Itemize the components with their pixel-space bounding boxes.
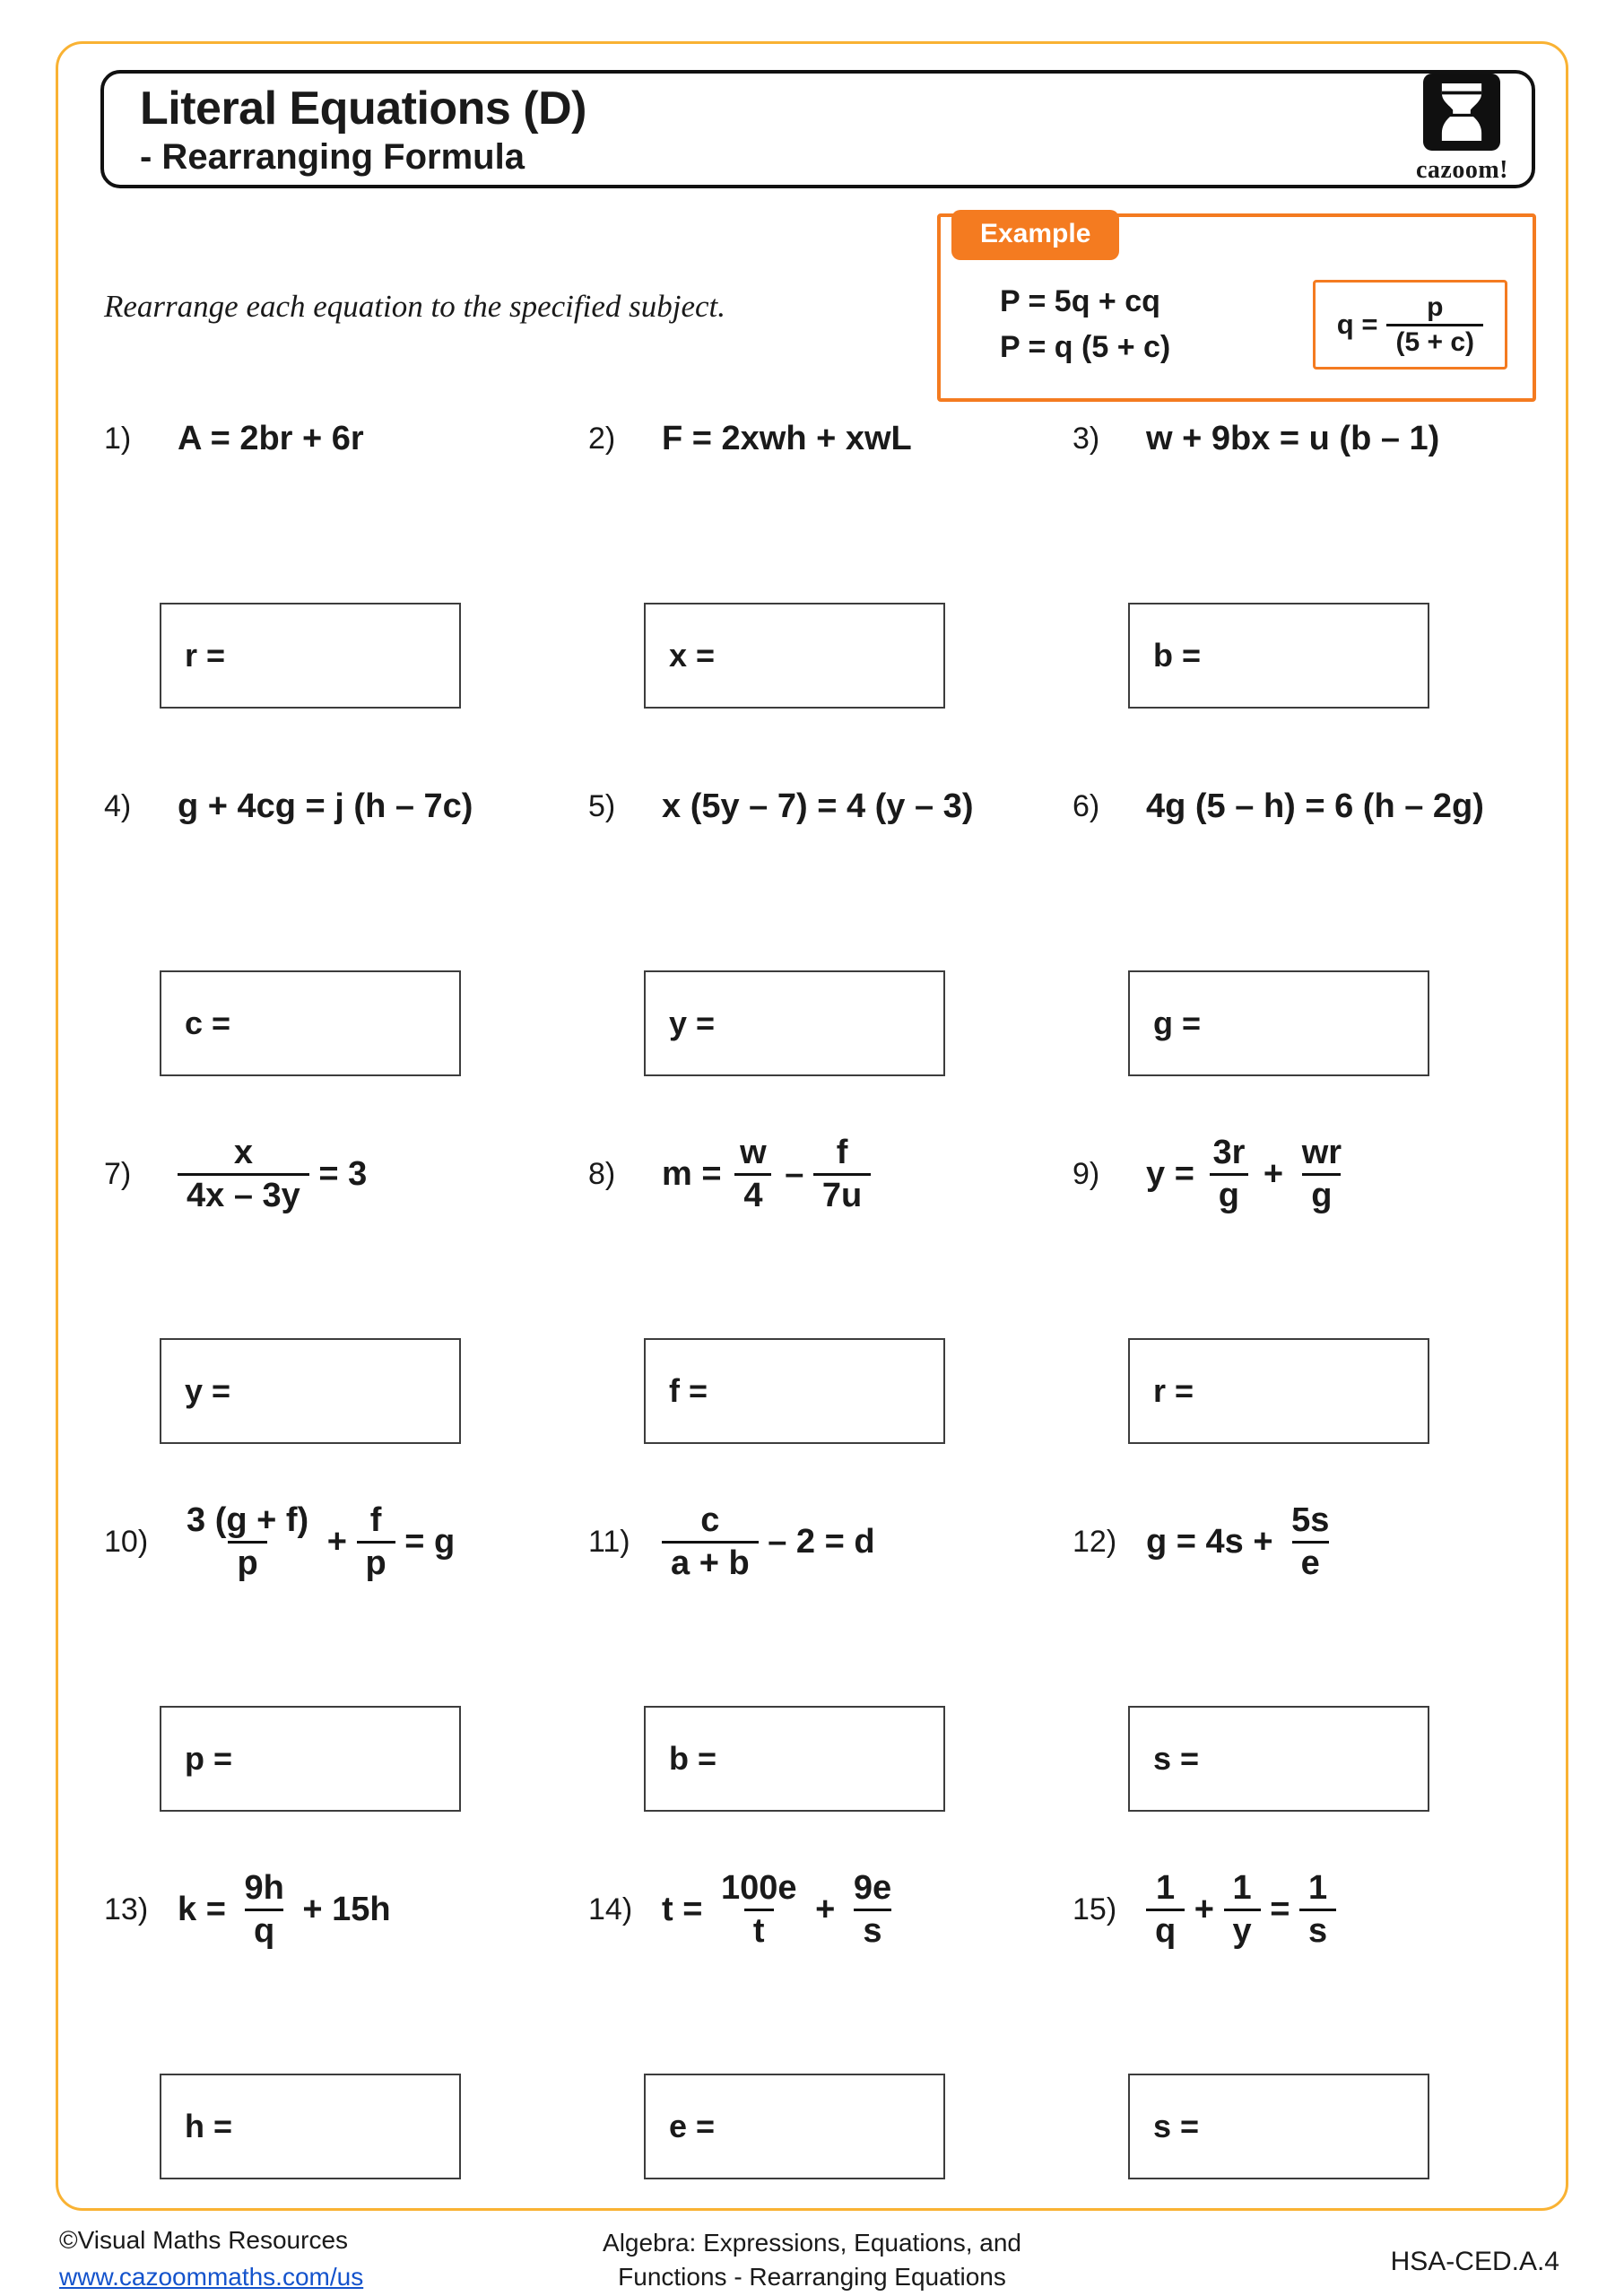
equation-text: = 3: [308, 1154, 368, 1193]
answer-label: b =: [1153, 637, 1202, 674]
equation-text: A = 2br + 6r: [178, 419, 364, 457]
problem-number: 10): [104, 1524, 149, 1559]
problem-number: 6): [1073, 788, 1100, 823]
fraction: [1146, 1868, 1185, 1952]
answer-label: y =: [185, 1372, 231, 1409]
website-link[interactable]: www.cazoommaths.com/us: [59, 2262, 364, 2291]
answer-row: [104, 1706, 1539, 1812]
fraction-numerator: w: [740, 1133, 767, 1171]
copyright-text: ©Visual Maths Resources: [59, 2226, 349, 2254]
equation: [662, 1500, 875, 1584]
equation: [662, 1133, 871, 1216]
answer-cell: [588, 2074, 1073, 2179]
fraction-numerator: 3 (g + f): [187, 1500, 309, 1539]
problem-row: [104, 1488, 1539, 1596]
equation-text: m =: [662, 1154, 732, 1193]
equation: [1146, 787, 1484, 826]
footer-topic: [603, 2226, 1021, 2294]
fraction-denominator: g: [1210, 1173, 1248, 1216]
answer-box-12[interactable]: [1128, 1706, 1429, 1812]
topic-line-2: Functions - Rearranging Equations: [618, 2262, 1006, 2291]
fraction: [813, 1133, 871, 1216]
answer-cell: [104, 603, 588, 709]
equation: [1146, 1868, 1336, 1952]
answer-cell: [1073, 1706, 1539, 1812]
fraction-numerator: 9e: [853, 1868, 892, 1907]
equation: [1146, 420, 1439, 458]
answer-cell: [588, 1338, 1073, 1444]
answer-cell: [588, 970, 1073, 1076]
fraction: [178, 1133, 309, 1216]
answer-box-6[interactable]: [1128, 970, 1429, 1076]
problem-4: [104, 787, 588, 826]
example-working: [1000, 279, 1170, 370]
equation-text: + 15h: [292, 1890, 391, 1928]
answer-box-8[interactable]: [644, 1338, 945, 1444]
problem-3: [1073, 420, 1539, 458]
problem-12: [1073, 1500, 1539, 1584]
fraction: [1293, 1133, 1350, 1216]
fraction-denominator: a + b: [662, 1541, 759, 1584]
answer-box-15[interactable]: [1128, 2074, 1429, 2179]
drum-icon: [1423, 74, 1500, 155]
answer-box-2[interactable]: [644, 603, 945, 709]
problem-row: [104, 1856, 1539, 1963]
answer-row: [104, 970, 1539, 1076]
answer-cell: [588, 603, 1073, 709]
equation-text: –: [775, 1154, 813, 1193]
equation: [178, 1500, 455, 1584]
answer-box-5[interactable]: [644, 970, 945, 1076]
standard-code: HSA-CED.A.4: [1390, 2247, 1559, 2276]
answer-label: f =: [669, 1372, 708, 1409]
fraction: [1299, 1868, 1336, 1952]
fraction-denominator: t: [744, 1909, 774, 1952]
fraction-denominator: q: [245, 1909, 283, 1952]
fraction-denominator: 4x – 3y: [178, 1173, 309, 1216]
fraction: [178, 1500, 317, 1584]
answer-box-13[interactable]: [160, 2074, 461, 2179]
equation-text: t =: [662, 1890, 712, 1928]
fraction-denominator: g: [1302, 1173, 1341, 1216]
answer-cell: [104, 970, 588, 1076]
equation-text: +: [805, 1890, 845, 1928]
answer-label: c =: [185, 1004, 231, 1041]
topic-line-1: Algebra: Expressions, Equations, and: [603, 2229, 1021, 2257]
answer-cell: [1073, 603, 1539, 709]
equation-text: g + 4cg = j (h – 7c): [178, 787, 473, 825]
problem-number: 15): [1073, 1892, 1117, 1926]
answer-label: y =: [669, 1004, 716, 1041]
fraction-denominator: y: [1224, 1909, 1261, 1952]
equation: [1146, 1133, 1350, 1216]
fraction-numerator: 9h: [244, 1868, 284, 1907]
problem-8: [588, 1133, 1073, 1216]
answer-row: [104, 1338, 1539, 1444]
fraction: [662, 1500, 759, 1584]
logo-wordmark: cazoom!: [1415, 156, 1508, 184]
problem-number: 7): [104, 1156, 132, 1191]
equation-text: x (5y – 7) = 4 (y – 3): [662, 787, 974, 825]
answer-cell: [104, 1706, 588, 1812]
example-result-prefix: q =: [1336, 309, 1378, 340]
problem-number: 14): [588, 1892, 633, 1926]
fraction-numerator: 5s: [1291, 1500, 1330, 1539]
fraction-denominator: (5 + c): [1386, 324, 1483, 358]
fraction-denominator: q: [1146, 1909, 1185, 1952]
example-box: [937, 213, 1536, 402]
fraction-numerator: 3r: [1212, 1133, 1246, 1171]
fraction-numerator: 1: [1307, 1868, 1328, 1907]
fraction-numerator: p: [1427, 292, 1444, 323]
fraction-numerator: x: [233, 1133, 253, 1171]
fraction-numerator: 100e: [720, 1868, 797, 1907]
equation-text: +: [317, 1522, 357, 1561]
problem-number: 3): [1073, 421, 1100, 456]
fraction: [1224, 1868, 1261, 1952]
fraction: [357, 1500, 395, 1584]
answer-cell: [1073, 970, 1539, 1076]
problem-number: 2): [588, 421, 616, 456]
equation-text: 4g (5 – h) = 6 (h – 2g): [1146, 787, 1484, 825]
fraction-denominator: p: [228, 1541, 266, 1584]
problem-number: 13): [104, 1892, 149, 1926]
fraction-denominator: 7u: [813, 1173, 871, 1216]
header: [100, 70, 1535, 188]
problems-area: [104, 385, 1539, 2223]
answer-box-10[interactable]: [160, 1706, 461, 1812]
problem-11: [588, 1500, 1073, 1584]
problem-row: [104, 752, 1539, 860]
answer-box-7[interactable]: [160, 1338, 461, 1444]
problem-15: [1073, 1868, 1539, 1952]
problem-number: 1): [104, 421, 132, 456]
problem-number: 5): [588, 788, 616, 823]
answer-label: r =: [1153, 1372, 1194, 1409]
page-subtitle: - Rearranging Formula: [140, 136, 525, 177]
answer-row: [104, 2074, 1539, 2179]
fraction-denominator: s: [1299, 1909, 1336, 1952]
equation-text: – 2 = d: [758, 1522, 875, 1561]
example-tab: Example: [951, 210, 1119, 260]
answer-row: [104, 603, 1539, 709]
fraction-numerator: f: [836, 1133, 848, 1171]
answer-box-3[interactable]: [1128, 603, 1429, 709]
answer-label: x =: [669, 637, 716, 674]
answer-cell: [588, 1706, 1073, 1812]
problem-number: 4): [104, 788, 132, 823]
cazoom-logo: [1416, 74, 1508, 185]
fraction: [1386, 291, 1483, 358]
problem-2: [588, 420, 1073, 458]
equation-text: y =: [1146, 1154, 1204, 1193]
page-title: Literal Equations (D): [140, 82, 586, 135]
answer-label: h =: [185, 2108, 233, 2144]
problem-14: [588, 1868, 1073, 1952]
example-result-box: [1313, 280, 1507, 370]
equation-text: +: [1185, 1890, 1224, 1928]
fraction-numerator: 1: [1156, 1868, 1176, 1907]
problem-6: [1073, 787, 1539, 826]
problem-5: [588, 787, 1073, 826]
equation: [662, 1868, 900, 1952]
answer-box-11[interactable]: [644, 1706, 945, 1812]
problem-number: 12): [1073, 1524, 1117, 1559]
equation: [178, 1133, 367, 1216]
problem-13: [104, 1868, 588, 1952]
equation-text: g = 4s +: [1146, 1522, 1283, 1561]
answer-box-1[interactable]: [160, 603, 461, 709]
equation-text: F = 2xwh + xwL: [662, 419, 912, 457]
equation-text: +: [1254, 1154, 1293, 1193]
equation: [178, 787, 473, 826]
fraction-denominator: p: [357, 1541, 395, 1584]
equation-text: k =: [178, 1890, 236, 1928]
equation-text: w + 9bx = u (b – 1): [1146, 419, 1440, 457]
problem-number: 8): [588, 1156, 616, 1191]
answer-box-4[interactable]: [160, 970, 461, 1076]
problem-number: 11): [588, 1524, 630, 1559]
fraction-denominator: s: [854, 1909, 890, 1952]
answer-label: b =: [669, 1740, 717, 1777]
answer-label: p =: [185, 1740, 233, 1777]
answer-box-14[interactable]: [644, 2074, 945, 2179]
instruction-text: Rearrange each equation to the specified subject.: [104, 289, 726, 324]
example-line-1: P = 5q + cq: [1000, 284, 1160, 318]
equation: [1146, 1500, 1338, 1584]
equation-text: = g: [395, 1522, 456, 1561]
fraction-denominator: e: [1292, 1541, 1329, 1584]
equation: [662, 420, 912, 458]
fraction-denominator: 4: [734, 1173, 771, 1216]
fraction: [731, 1133, 776, 1216]
answer-cell: [104, 1338, 588, 1444]
fraction-numerator: c: [700, 1500, 720, 1539]
answer-label: e =: [669, 2108, 716, 2144]
fraction-numerator: f: [369, 1500, 382, 1539]
problem-1: [104, 420, 588, 458]
equation-text: =: [1260, 1890, 1299, 1928]
equation: [178, 420, 364, 458]
equation: [178, 1868, 391, 1952]
title-block: [140, 82, 586, 178]
answer-box-9[interactable]: [1128, 1338, 1429, 1444]
answer-cell: [1073, 2074, 1539, 2179]
problem-row: [104, 1120, 1539, 1228]
example-line-2: P = q (5 + c): [1000, 330, 1171, 364]
answer-cell: [104, 2074, 588, 2179]
answer-label: g =: [1153, 1004, 1202, 1041]
footer-attribution: [59, 2222, 363, 2295]
fraction: [1203, 1133, 1254, 1216]
problem-number: 9): [1073, 1156, 1100, 1191]
problem-row: [104, 385, 1539, 492]
fraction: [235, 1868, 292, 1952]
fraction: [712, 1868, 806, 1952]
fraction: [845, 1868, 900, 1952]
answer-label: s =: [1153, 1740, 1200, 1777]
fraction: [1282, 1500, 1338, 1584]
fraction-numerator: 1: [1232, 1868, 1252, 1907]
equation: [662, 787, 973, 826]
problem-9: [1073, 1133, 1539, 1216]
answer-cell: [1073, 1338, 1539, 1444]
fraction-numerator: wr: [1301, 1133, 1342, 1171]
problem-7: [104, 1133, 588, 1216]
answer-label: s =: [1153, 2108, 1200, 2144]
answer-label: r =: [185, 637, 226, 674]
problem-10: [104, 1500, 588, 1584]
